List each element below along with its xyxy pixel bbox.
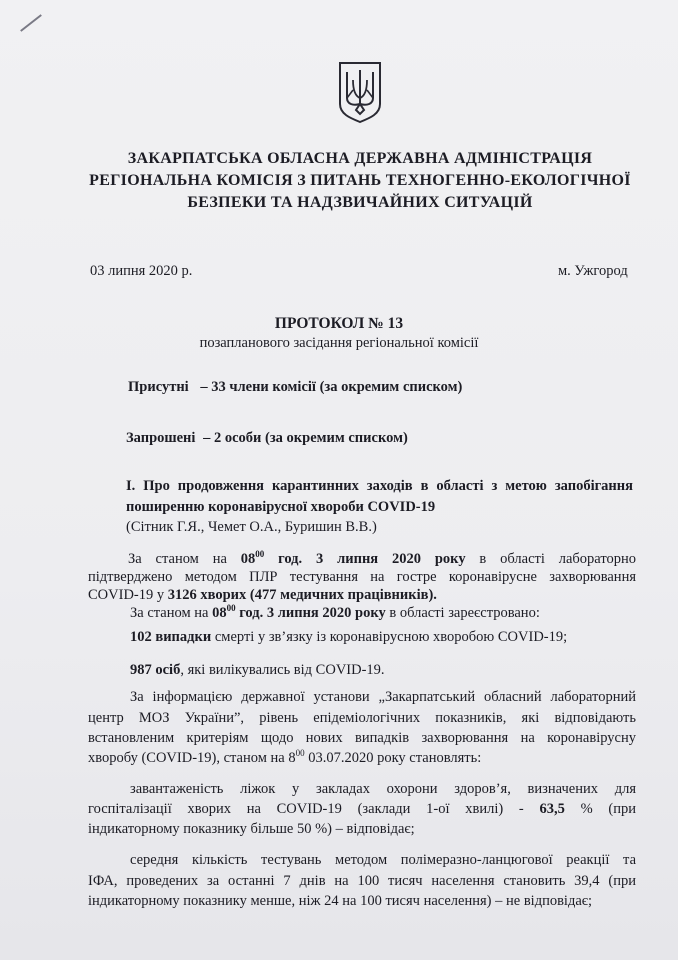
- present-label: Присутні: [128, 379, 189, 395]
- recovered-line: [130, 662, 385, 679]
- paragraph-1-line-2: підтверджено методом ПЛР тестування на гостре коронавірусне захворювання: [88, 569, 636, 585]
- paragraph-5-line-1: середня кількість тестувань методом полімеразно-ланцюгової реакції та: [130, 852, 636, 868]
- recovered-text: , які вилікувались від COVID-19.: [180, 662, 385, 678]
- p4-text: госпіталізації хворих на COVID-19 (заклади 1-ої хвилі) -: [88, 801, 540, 817]
- recovered-count: 987 осіб: [130, 662, 181, 678]
- p1-time-sup: 00: [255, 549, 265, 560]
- bed-occupancy-value: 63,5: [539, 801, 565, 817]
- paragraph-3-line-1: За інформацією державної установи „Закарпатський обласний лабораторний: [130, 689, 636, 705]
- p2-time-sup: 00: [226, 603, 236, 614]
- p3-text: хворобу (COVID-19), станом на 8: [88, 750, 296, 766]
- p4-text-end: % (при: [564, 801, 636, 817]
- document-date: 03 липня 2020 р.: [90, 263, 193, 279]
- paragraph-3-line-4: [88, 750, 481, 767]
- section-speakers: (Сітник Г.Я., Чемет О.А., Буришин В.В.): [126, 519, 377, 535]
- p1-covid: COVID-19 у: [88, 587, 168, 603]
- p1-date: год. 3 липня 2020 року: [264, 551, 466, 567]
- p3-time-sup: 00: [295, 748, 305, 759]
- paragraph-4-line-2: [88, 801, 636, 818]
- header-line-3: БЕЗПЕКИ ТА НАДЗВИЧАЙНИХ СИТУАЦІЙ: [187, 194, 533, 211]
- p1-cases-count: 3126 хворих (477 медичних працівників).: [167, 587, 437, 603]
- paragraph-1-line-1: [128, 551, 636, 568]
- invited-value: – 2 особи (за окремим списком): [203, 430, 408, 446]
- pen-mark: [20, 14, 42, 32]
- protocol-subtitle: позапланового засідання регіональної комісії: [199, 335, 479, 351]
- paragraph-2: [130, 605, 540, 622]
- present-row: [128, 379, 462, 396]
- p2-date: год. 3 липня 2020 року: [235, 605, 386, 621]
- paragraph-5-line-2: ІФА, проведених за останні 7 днів на 100 тисяч населення становить 39,4 (при: [88, 873, 636, 889]
- deaths-line: [130, 629, 567, 646]
- invited-row: [126, 430, 408, 447]
- header-line-2: РЕГІОНАЛЬНА КОМІСІЯ З ПИТАНЬ ТЕХНОГЕННО-ЕКОЛОГІЧНОЇ: [89, 172, 631, 189]
- protocol-title: ПРОТОКОЛ № 13: [274, 315, 404, 332]
- section-title-line-1: І. Про продовження карантинних заходів в області з метою запобігання: [126, 478, 633, 494]
- p1-text-end: в області лабораторно: [465, 551, 636, 567]
- document-city: м. Ужгород: [558, 263, 628, 279]
- paragraph-4-line-1: завантаженість ліжок у закладах охорони здоров’я, визначених для: [130, 781, 636, 797]
- deaths-text: смерті у зв’язку із коронавірусною хворобою COVID-19;: [211, 629, 568, 645]
- paragraph-3-line-3: встановленим критеріям щодо нових випадків захворювання на коронавірусну: [88, 730, 636, 746]
- paragraph-4-line-3: індикаторному показнику більше 50 %) – відповідає;: [88, 821, 415, 837]
- p2-text: За станом на: [130, 605, 213, 621]
- paragraph-5-line-3: індикаторному показнику менше, ніж 24 на 100 тисяч населення) – не відповідає;: [88, 893, 593, 909]
- p1-time: 08: [240, 551, 256, 567]
- paragraph-1-line-3: [88, 587, 437, 604]
- p2-time: 08: [212, 605, 227, 621]
- p2-text-end: в області зареєстровано:: [385, 605, 540, 621]
- trident-coat-of-arms-icon: [337, 60, 383, 124]
- invited-label: Запрошені: [126, 430, 196, 446]
- section-title-line-2: поширенню коронавірусної хвороби COVID-19: [126, 499, 436, 515]
- p1-text: За станом на: [128, 551, 241, 567]
- p3-text-end: 03.07.2020 року становлять:: [304, 750, 482, 766]
- paragraph-3-line-2: центр МОЗ України”, рівень епідеміологічних показників, які відповідають: [88, 710, 636, 726]
- present-value: – 33 члени комісії (за окремим списком): [200, 379, 463, 395]
- deaths-count: 102 випадки: [130, 629, 212, 645]
- header-line-1: ЗАКАРПАТСЬКА ОБЛАСНА ДЕРЖАВНА АДМІНІСТРАЦІЯ: [127, 150, 593, 167]
